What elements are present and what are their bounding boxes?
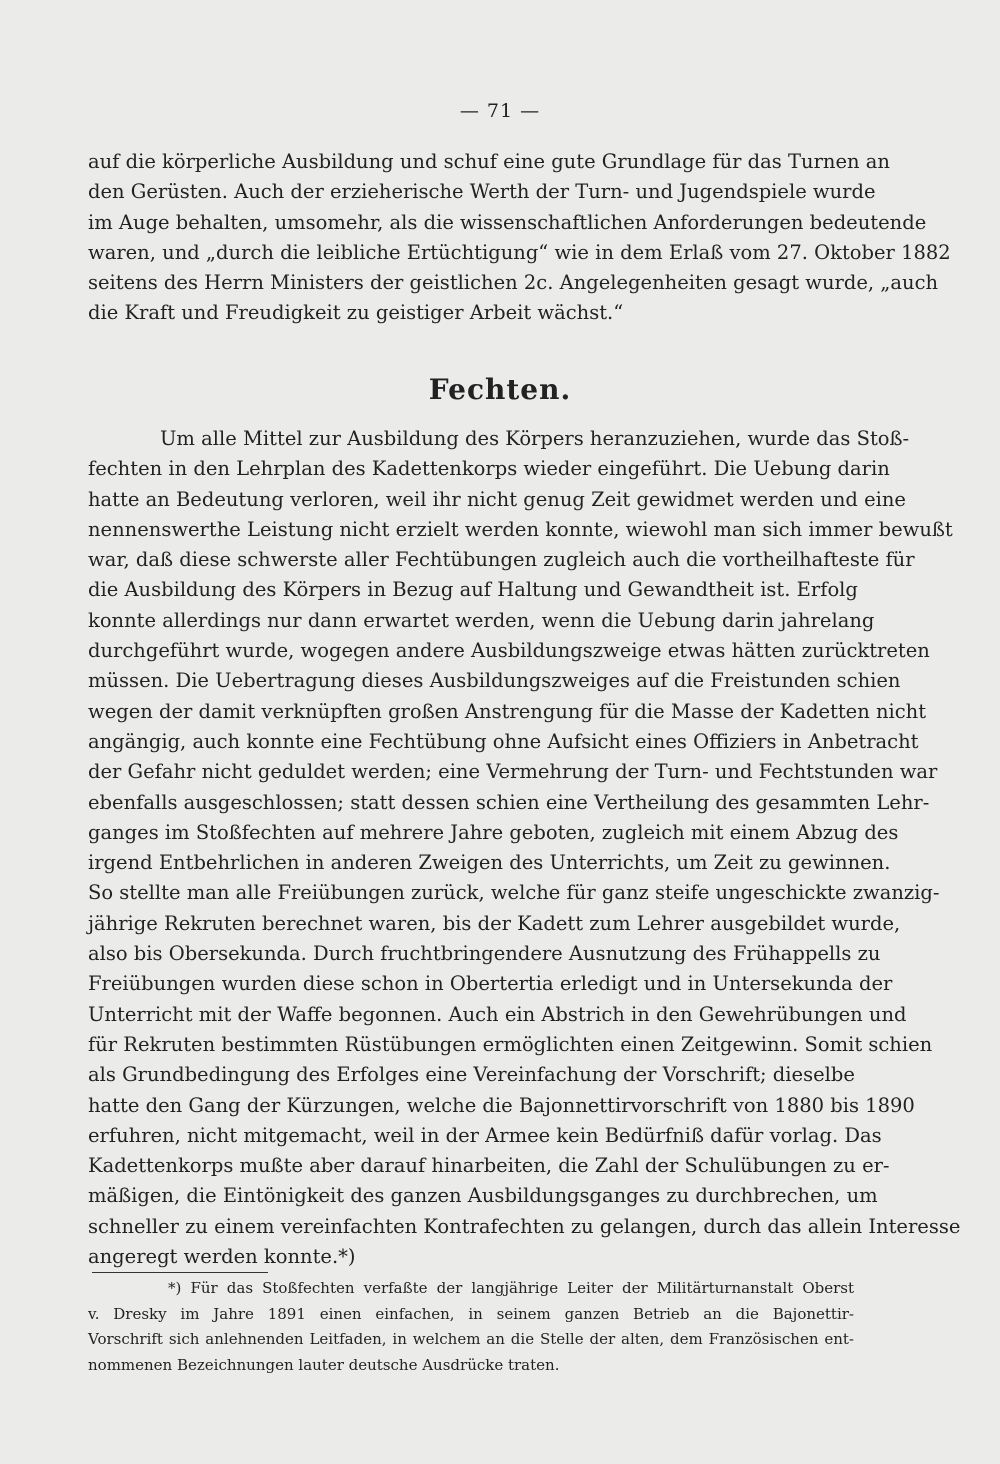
section-heading: Fechten. xyxy=(428,373,572,406)
footnote-line: *) Für das Stoßfechten verfaßte der langjährige Leiter der Militärturnanstalt Oberst xyxy=(168,1279,854,1297)
paragraph2-line: die Ausbildung des Körpers in Bezug auf Haltung und Gewandtheit ist. Erfolg xyxy=(88,578,858,602)
paragraph2-line: Freiübungen wurden diese schon in Obertertia erledigt und in Untersekunda der xyxy=(88,972,893,996)
paragraph2-line: schneller zu einem vereinfachten Kontrafechten zu gelangen, durch das allein Interesse xyxy=(88,1214,961,1238)
paragraph2-line: jährige Rekruten berechnet waren, bis der Kadett zum Lehrer ausgebildet wurde, xyxy=(88,911,901,935)
paragraph2-line: ganges im Stoßfechten auf mehrere Jahre geboten, zugleich mit einem Abzug des xyxy=(88,820,899,844)
paragraph2-line: hatte den Gang der Kürzungen, welche die Bajonnettirvorschrift von 1880 bis 1890 xyxy=(88,1093,915,1117)
paragraph2-line: nennenswerthe Leistung nicht erzielt werden konnte, wiewohl man sich immer bewußt xyxy=(88,517,953,541)
paragraph2-line: angängig, auch konnte eine Fechtübung ohne Aufsicht eines Offiziers in Anbetracht xyxy=(88,729,919,753)
paragraph2-line: Um alle Mittel zur Ausbildung des Körpers heranzuziehen, wurde das Stoß- xyxy=(160,427,910,450)
paragraph2-line: für Rekruten bestimmten Rüstübungen ermöglichten einen Zeitgewinn. Somit schien xyxy=(88,1032,933,1056)
footnote-rule xyxy=(92,1272,268,1273)
footnote-line: nommenen Bezeichnungen lauter deutsche Ausdrücke traten. xyxy=(88,1355,560,1374)
paragraph2-line: Kadettenkorps mußte aber darauf hinarbeiten, die Zahl der Schulübungen zu er- xyxy=(88,1154,890,1178)
paragraph2-line: mäßigen, die Eintönigkeit des ganzen Ausbildungsganges zu durchbrechen, um xyxy=(88,1184,878,1208)
paragraph2-line: irgend Entbehrlichen in anderen Zweigen des Unterrichts, um Zeit zu gewinnen. xyxy=(88,851,891,875)
paragraph1-line: auf die körperliche Ausbildung und schuf eine gute Grundlage für das Turnen an xyxy=(88,150,890,173)
paragraph-fencing xyxy=(88,424,961,1272)
paragraph1-line: seitens des Herrn Ministers der geistlichen 2c. Angelegenheiten gesagt wurde, „auch xyxy=(88,271,939,295)
paragraph2-line: war, daß diese schwerste aller Fechtübungen zugleich auch die vortheilhafteste für xyxy=(88,548,915,572)
paragraph2-line: fechten in den Lehrplan des Kadettenkorps wieder eingeführt. Die Uebung darin xyxy=(88,457,890,481)
paragraph2-line: der Gefahr nicht geduldet werden; eine Vermehrung der Turn- und Fechtstunden war xyxy=(88,760,938,784)
paragraph-gymnastics xyxy=(88,147,951,329)
footnote-line: v. Dresky im Jahre 1891 einen einfachen, in seinem ganzen Betrieb an die Bajonettir- xyxy=(88,1304,854,1323)
paragraph2-line: Unterricht mit der Waffe begonnen. Auch ein Abstrich in den Gewehrübungen und xyxy=(88,1002,907,1026)
paragraph1-line: waren, und „durch die leibliche Ertüchtigung“ wie in dem Erlaß vom 27. Oktober 1882 xyxy=(88,240,951,264)
paragraph2-line: So stellte man alle Freiübungen zurück, welche für ganz steife ungeschickte zwanzig- xyxy=(88,881,940,905)
footnote xyxy=(88,1276,854,1378)
paragraph2-line: als Grundbedingung des Erfolges eine Vereinfachung der Vorschrift; dieselbe xyxy=(88,1063,855,1087)
paragraph1-line: die Kraft und Freudigkeit zu geistiger Arbeit wächst.“ xyxy=(88,301,624,325)
page-number: — 71 — xyxy=(459,100,541,122)
paragraph2-line: wegen der damit verknüpften großen Anstrengung für die Masse der Kadetten nicht xyxy=(88,699,927,723)
paragraph2-line: hatte an Bedeutung verloren, weil ihr nicht genug Zeit gewidmet werden und eine xyxy=(88,487,906,511)
paragraph2-line: ebenfalls ausgeschlossen; statt dessen schien eine Vertheilung des gesammten Lehr- xyxy=(88,790,930,814)
paragraph2-line: also bis Obersekunda. Durch fruchtbringendere Ausnutzung des Frühappells zu xyxy=(88,942,881,966)
paragraph2-line: durchgeführt wurde, wogegen andere Ausbildungszweige etwas hätten zurücktreten xyxy=(88,639,930,663)
paragraph1-line: den Gerüsten. Auch der erzieherische Werth der Turn- und Jugendspiele wurde xyxy=(88,180,876,204)
paragraph2-line: konnte allerdings nur dann erwartet werden, wenn die Uebung darin jahrelang xyxy=(88,608,875,632)
footnote-line: Vorschrift sich anlehnenden Leitfaden, in welchem an die Stelle der alten, dem Französischen ent- xyxy=(88,1330,854,1348)
paragraph2-line: angeregt werden konnte.*) xyxy=(88,1245,356,1269)
paragraph1-line: im Auge behalten, umsomehr, als die wissenschaftlichen Anforderungen bedeutende xyxy=(88,210,927,234)
paragraph2-line: müssen. Die Uebertragung dieses Ausbildungszweiges auf die Freistunden schien xyxy=(88,669,901,693)
paragraph2-line: erfuhren, nicht mitgemacht, weil in der Armee kein Bedürfniß dafür vorlag. Das xyxy=(88,1123,882,1147)
